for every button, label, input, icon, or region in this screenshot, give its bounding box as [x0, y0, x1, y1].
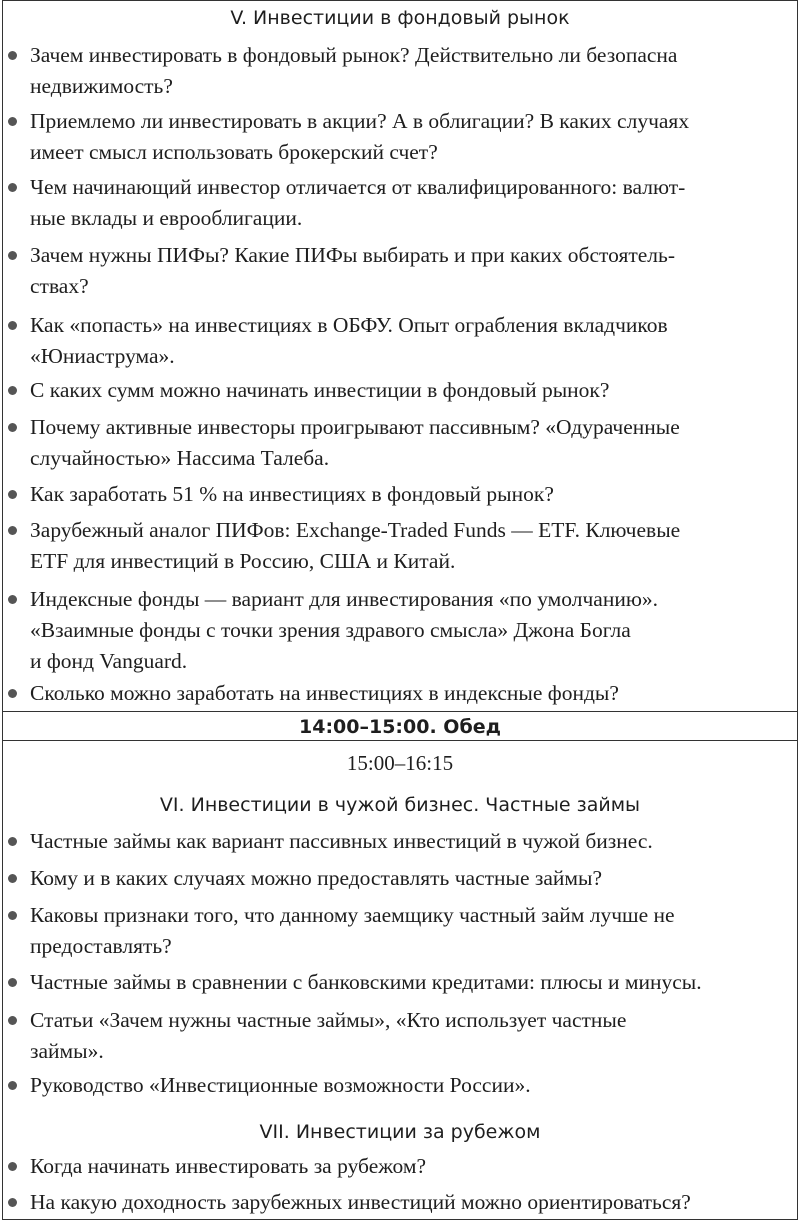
item-text-line: Частные займы как вариант пассивных инвестиций в чужой бизнес.: [30, 829, 653, 853]
item-text-line: Зачем инвестировать в фондовый рынок? Действительно ли безопасна: [30, 43, 678, 67]
bullet-icon: [8, 183, 17, 192]
item-text-line: На какую доходность зарубежных инвестиций можно ориентироваться?: [30, 1190, 691, 1214]
item-text-line: Зачем нужны ПИФы? Какие ПИФы выбирать и при каких обстоятель-: [30, 243, 675, 267]
bullet-icon: [8, 251, 17, 260]
bullet-icon: [8, 911, 17, 920]
section-5-title: V. Инвестиции в фондовый рынок: [230, 7, 570, 29]
bullet-icon: [8, 117, 17, 126]
item-text-line: Кому и в каких случаях можно предоставлять частные займы?: [30, 866, 603, 890]
item-text-line: случайностью» Нассима Талеба.: [30, 446, 330, 470]
bullet-icon: [8, 321, 17, 330]
time-slot: 15:00–16:15: [346, 751, 454, 775]
bullet-icon: [8, 595, 17, 604]
bullet-icon: [8, 1198, 17, 1207]
item-text-line: займы».: [30, 1039, 104, 1063]
bullet-icon: [8, 837, 17, 846]
item-text-line: Индексные фонды — вариант для инвестирования «по умолчанию».: [30, 587, 659, 611]
item-text-line: Каковы признаки того, что данному заемщику частный займ лучше не: [30, 903, 675, 927]
bullet-icon: [8, 1162, 17, 1171]
item-text-line: «Юниаструма».: [30, 344, 175, 368]
item-text-line: «Взаимные фонды с точки зрения здравого смысла» Джона Богла: [30, 618, 631, 642]
item-text-line: имеет смысл использовать брокерский счет?: [30, 140, 438, 164]
item-text-line: Как «попасть» на инвестициях в ОБФУ. Опыт ограбления вкладчиков: [30, 313, 668, 337]
item-text-line: Руководство «Инвестиционные возможности России».: [30, 1073, 531, 1097]
item-text-line: ETF для инвестиций в Россию, США и Китай.: [30, 549, 456, 573]
bullet-icon: [8, 423, 17, 432]
item-text-line: Как заработать 51 % на инвестициях в фондовый рынок?: [30, 482, 554, 506]
lunch-title: 14:00–15:00. Обед: [299, 716, 501, 738]
bullet-icon: [8, 51, 17, 60]
item-text-line: ствах?: [30, 274, 89, 298]
item-text-line: С каких сумм можно начинать инвестиции в фондовый рынок?: [30, 378, 610, 402]
item-text-line: Когда начинать инвестировать за рубежом?: [30, 1154, 427, 1178]
item-text-line: и фонд Vanguard.: [30, 649, 188, 673]
section-6-title: VI. Инвестиции в чужой бизнес. Частные займы: [159, 794, 641, 816]
bullet-icon: [8, 490, 17, 499]
section-7-title: VII. Инвестиции за рубежом: [259, 1121, 541, 1143]
item-text-line: Частные займы в сравнении с банковскими кредитами: плюсы и минусы.: [30, 970, 702, 994]
item-text-line: Приемлемо ли инвестировать в акции? А в облигации? В каких случаях: [30, 109, 690, 133]
item-text-line: Чем начинающий инвестор отличается от квалифицированного: валют-: [30, 175, 686, 199]
item-text-line: Почему активные инвесторы проигрывают пассивным? «Одураченные: [30, 415, 680, 439]
bullet-icon: [8, 1081, 17, 1090]
bullet-icon: [8, 978, 17, 987]
item-text-line: предоставлять?: [30, 934, 172, 958]
item-text-line: ные вклады и еврооблигации.: [30, 206, 303, 230]
item-text-line: Зарубежный аналог ПИФов: Exchange-Traded Funds — ETF. Ключевые: [30, 518, 681, 542]
bullet-icon: [8, 689, 17, 698]
item-text-line: Статьи «Зачем нужны частные займы», «Кто использует частные: [30, 1008, 627, 1032]
bullet-icon: [8, 526, 17, 535]
bullet-icon: [8, 874, 17, 883]
item-text-line: Сколько можно заработать на инвестициях в индексные фонды?: [30, 681, 619, 705]
item-text-line: недвижимость?: [30, 74, 173, 98]
bullet-icon: [8, 386, 17, 395]
bullet-icon: [8, 1016, 17, 1025]
